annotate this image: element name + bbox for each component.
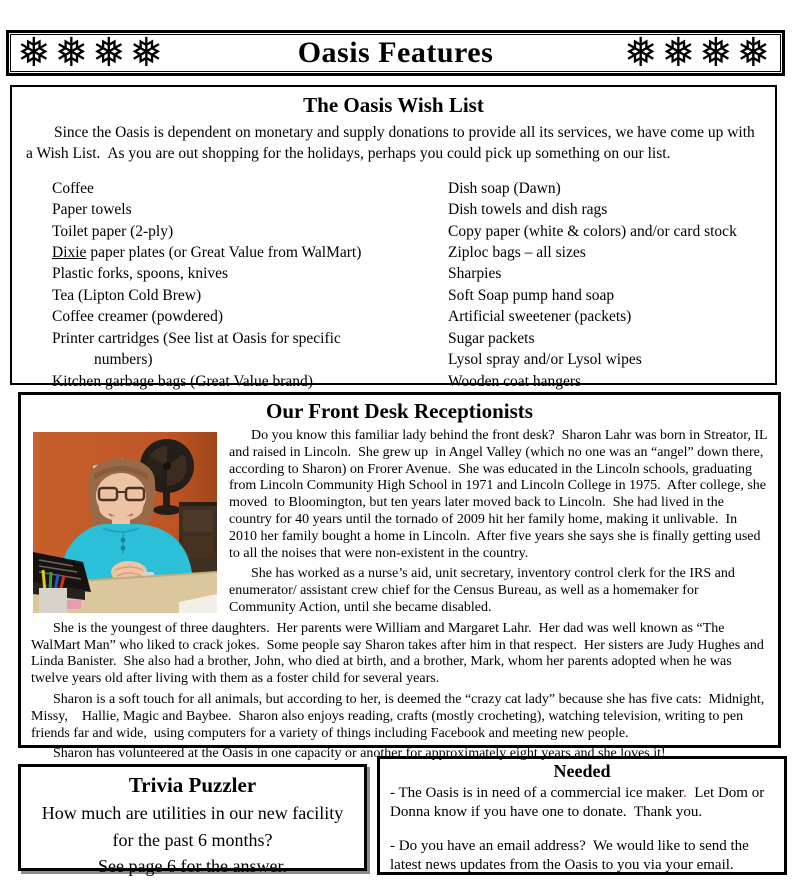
page-header [6, 30, 785, 76]
wish-item-rest: paper plates (or Great Value from WalMart) [86, 244, 362, 262]
wish-item: Sharpies [448, 265, 502, 283]
wish-item: Ziploc bags – all sizes [448, 244, 586, 262]
receptionist-paragraph-5: Sharon has volunteered at the Oasis in one capacity or another for approximately eight years and she loves it! [53, 746, 666, 762]
wish-list-section [10, 85, 777, 390]
wish-item-line1: Printer cartridges (See list at Oasis for specific [52, 329, 341, 347]
wish-item-underlined-brand: Dixie [52, 244, 87, 262]
wish-item: Kitchen garbage bags (Great Value brand) [52, 372, 313, 390]
wish-item [52, 328, 436, 371]
trivia-line-3: See page 6 for the answer. [98, 856, 287, 876]
needed-item-1-text: - The Oasis is in need of a commercial ice maker [390, 785, 683, 801]
needed-item-1-rest: Let Dom or Donna know if you have one to donate. Thank you. [390, 785, 768, 820]
wish-item: Toilet paper (2-ply) [52, 222, 174, 240]
wish-list-left-column [26, 178, 436, 392]
page-title: Oasis Features [297, 36, 494, 69]
needed-title: Needed [553, 761, 611, 781]
wish-item: Paper towels [52, 201, 132, 219]
receptionist-photo [33, 432, 217, 613]
needed-item-1-red-period: . [682, 785, 687, 801]
wish-list-columns [26, 178, 761, 392]
wish-item [52, 242, 436, 263]
needed-section [377, 756, 787, 875]
wish-item: Dish towels and dish rags [448, 201, 608, 219]
wish-item: Plastic forks, spoons, knives [52, 265, 229, 283]
receptionists-section [18, 392, 781, 762]
trivia-puzzler-section [18, 764, 367, 876]
wish-item: Artificial sweetener (packets) [448, 308, 632, 326]
wish-item: Coffee [52, 179, 94, 197]
wish-item-line2: numbers) [94, 351, 153, 369]
receptionists-title: Our Front Desk Receptionists [266, 399, 533, 423]
snowflakes-left-icon: ❅❅❅❅ [17, 30, 168, 76]
wish-item: Sugar packets [448, 329, 535, 347]
wish-list-intro: Since the Oasis is dependent on monetary and supply donations to provide all its services, we have come up with a Wish List. As you are out shopping for the holidays, perhaps you could pick up something on our list. [26, 124, 759, 162]
wish-item: Copy paper (white & colors) and/or card stock [448, 222, 737, 240]
receptionist-paragraph-1: Do you know this familiar lady behind the front desk? Sharon Lahr was born in Streator, IL and raised in Lincoln. She grew up in Angel Valley (which no one was an “angel” down there, according to Sharon) on Frorer Avenue. She was educated in the Lincoln schools, graduating from Lincoln Community High School in 1971 and Lincoln College in 1975. After college, she moved to Bloomington, but ten years later moved back to Lincoln. She had lived in the country for 40 years until the tornado of 2009 hit her family home, making it unlivable. In 2010 her family bought a home in Lincoln. After five years she says she is finally getting used to all the noises that were non-existent in the country. [229, 428, 771, 561]
page-header-inner [10, 30, 781, 76]
wish-item: Soft Soap pump hand soap [448, 286, 615, 304]
needed-item-2: - Do you have an email address? We would like to send the latest news updates from the Oasis to you via your email. [390, 838, 757, 873]
needed-item-1 [390, 784, 774, 822]
receptionist-paragraph-4: Sharon is a soft touch for all animals, but according to her, is deemed the “crazy cat lady” because she has five cats: Midnight, Missy, Hallie, Magic and Baybee. Sharon also enjoys reading, crafts (mostly crocheting), watching television, writing to pen friends far and wide, using computers for a variety of things including Facebook and meeting new people. [31, 691, 768, 741]
wish-item: Wooden coat hangers [448, 372, 582, 390]
wish-item: Lysol spray and/or Lysol wipes [448, 351, 642, 369]
wish-item: Dish soap (Dawn) [448, 179, 561, 197]
wish-item: Coffee creamer (powdered) [52, 308, 223, 326]
wish-list-right-column [436, 178, 761, 392]
trivia-line-2: for the past 6 months? [112, 829, 273, 850]
wish-list-title: The Oasis Wish List [303, 93, 484, 117]
receptionist-photo-illustration [33, 432, 217, 613]
wish-item: Tea (Lipton Cold Brew) [52, 286, 202, 304]
snowflakes-right-icon: ❅❅❅❅ [623, 30, 774, 76]
trivia-puzzler-title: Trivia Puzzler [128, 773, 257, 797]
trivia-line-1: How much are utilities in our new facility [41, 803, 344, 823]
receptionist-paragraph-3: She is the youngest of three daughters. Her parents were William and Margaret Lahr. Her dad was well known as “The WalMart Man” who liked to crack jokes. Some people say Sharon takes after him in that respect. Her sisters are Judy Hughes and Linda Banister. She also had a brother, John, who died at birth, and a brother, Mark, whom her parents adopted when he was twelve years old after living with them as a foster child for several years. [31, 620, 768, 687]
receptionist-paragraph-2: She has worked as a nurse’s aid, unit secretary, inventory control clerk for the IRS and enumerator/ assistant crew chief for the Census Bureau, as well as a homemaker for Community Action, until she became disabled. [229, 566, 739, 615]
